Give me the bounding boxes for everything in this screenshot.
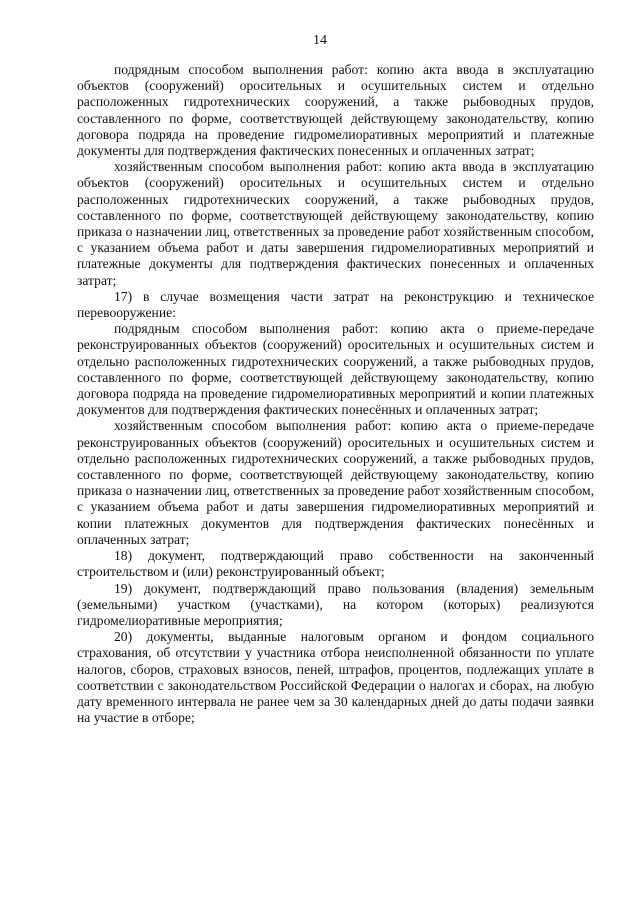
paragraph-contract-method-reconstruction: подрядным способом выполнения работ: копию акта о приеме-передаче реконструированных объектов (сооружений) оросительных и осушительных систем и отдельно расположенных гидротехнических сооружений, а также рыбоводных прудов, составленного по форме, соответствующей действующему законодательству, копию договора подряда на проведение гидромелиоративных мероприятий и копии платежных документов для подтверждения фактических понесённых и оплаченных затрат;	[77, 321, 594, 418]
paragraph-item-17: 17) в случае возмещения части затрат на реконструкцию и техническое перевооружение:	[77, 288, 594, 321]
paragraph-item-20: 20) документы, выданные налоговым органом и фондом социального страхования, об отсутствии у участника отбора неисполненной обязанности по уплате налогов, сборов, страховых взносов, пеней, штрафов, процентов, подлежащих уплате в соответствии с законодательством Российской Федерации о налогах и сборах, на любую дату временного интервала не ранее чем за 30 календарных дней до даты подачи заявки на участие в отборе;	[77, 629, 594, 726]
page-number: 14	[313, 33, 327, 48]
paragraph-item-19: 19) документ, подтверждающий право пользования (владения) земельным (земельными) участком (участками), на котором (которых) реализуются гидромелиоративные мероприятия;	[77, 580, 594, 628]
paragraph-contract-method-commissioning: подрядным способом выполнения работ: копию акта ввода в эксплуатацию объектов (сооружений) оросительных и осушительных систем и отдельно расположенных гидротехнических сооружений, а также рыбоводных прудов, составленного по форме, соответствующей действующему законодательству, копию договора подряда на проведение гидромелиоративных мероприятий и платежные документы для подтверждения фактических понесенных и оплаченных затрат;	[77, 62, 594, 159]
paragraph-own-method-commissioning: хозяйственным способом выполнения работ: копию акта ввода в эксплуатацию объектов (сооружений) оросительных и осушительных систем и отдельно расположенных гидротехнических сооружений, а также рыбоводных прудов, составленного по форме, соответствующей действующему законодательству, копию приказа о назначении лиц, ответственных за проведение работ хозяйственным способом, с указанием объема работ и даты завершения гидромелиоративных мероприятий и платежные документы для подтверждения фактических понесенных и оплаченных затрат;	[77, 159, 594, 288]
paragraph-item-18: 18) документ, подтверждающий право собственности на законченный строительством и (или) реконструированный объект;	[77, 548, 594, 580]
page-body	[77, 62, 594, 726]
paragraph-own-method-reconstruction: хозяйственным способом выполнения работ: копию акта о приеме-передаче реконструированных объектов (сооружений) оросительных и осушительных систем и отдельно расположенных гидротехнических сооружений, а также рыбоводных прудов, составленного по форме, соответствующей действующему законодательству, копию приказа о назначении лиц, ответственных за проведение работ хозяйственным способом, с указанием объема работ и даты завершения гидромелиоративных мероприятий и копии платежных документов для подтверждения фактических понесённых и оплаченных затрат;	[77, 418, 594, 547]
